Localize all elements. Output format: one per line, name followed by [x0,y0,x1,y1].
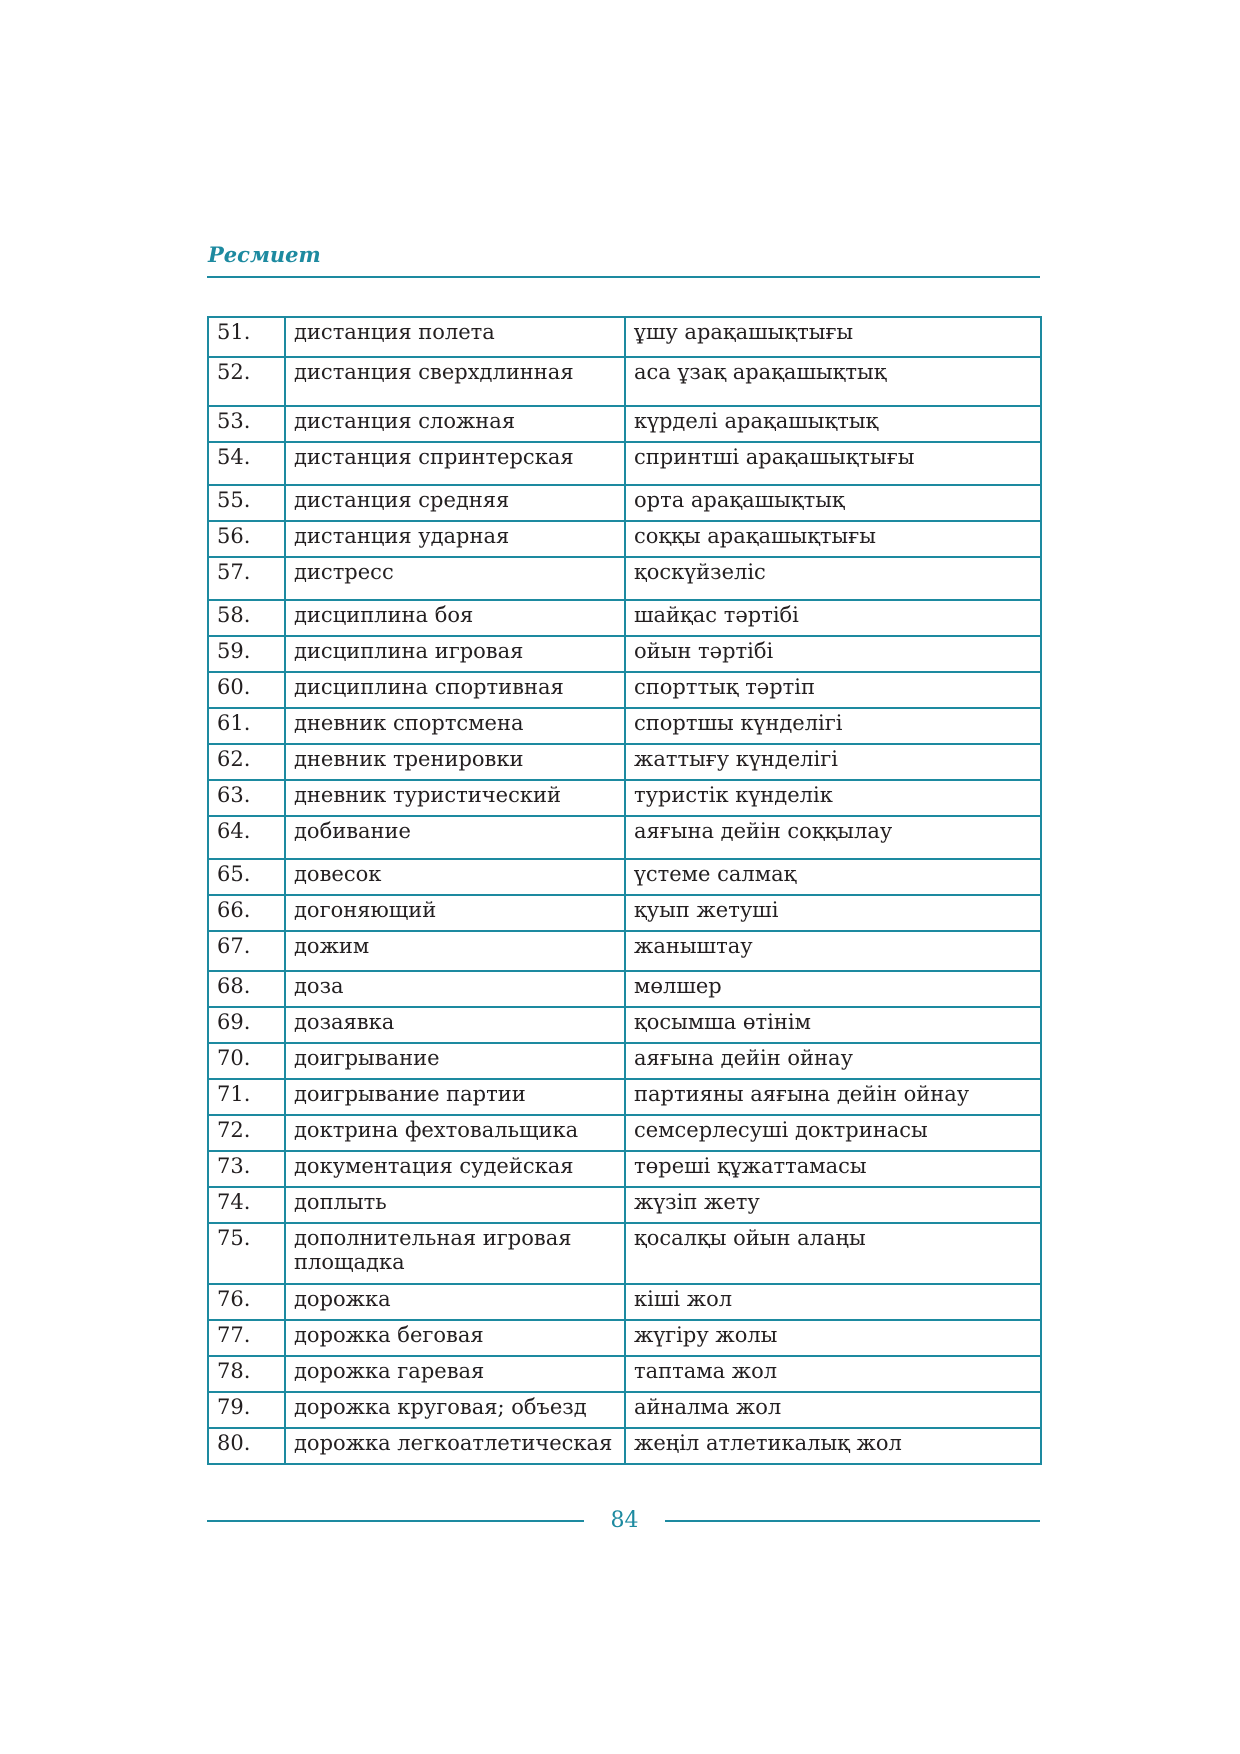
table-row [208,1079,1041,1115]
term-kazakh: қоскүйзеліс [625,557,1041,600]
term-kazakh: айналма жол [625,1392,1041,1428]
term-number: 79. [208,1392,285,1428]
term-russian: дорожка [285,1284,625,1320]
term-number: 71. [208,1079,285,1115]
table-row [208,406,1041,442]
term-number: 80. [208,1428,285,1464]
table-row [208,931,1041,971]
term-kazakh: шайқас тәртібі [625,600,1041,636]
term-russian: дневник тренировки [285,744,625,780]
table-row [208,1356,1041,1392]
term-russian: дорожка легкоатлетическая [285,1428,625,1464]
term-kazakh: жаттығу күнделігі [625,744,1041,780]
term-number: 64. [208,816,285,859]
term-number: 70. [208,1043,285,1079]
footer-divider-left [207,1520,584,1522]
term-kazakh: соққы арақашықтығы [625,521,1041,557]
term-kazakh: спортшы күнделігі [625,708,1041,744]
term-kazakh: жүгіру жолы [625,1320,1041,1356]
term-kazakh: аяғына дейін ойнау [625,1043,1041,1079]
term-number: 68. [208,971,285,1007]
table-row [208,780,1041,816]
term-kazakh: жүзіп жету [625,1187,1041,1223]
term-number: 53. [208,406,285,442]
term-kazakh: ойын тәртібі [625,636,1041,672]
term-kazakh: жаныштау [625,931,1041,971]
term-russian: доигрывание партии [285,1079,625,1115]
term-number: 77. [208,1320,285,1356]
page-number: 84 [610,1508,639,1533]
term-kazakh: қуып жетуші [625,895,1041,931]
term-number: 61. [208,708,285,744]
term-russian: довесок [285,859,625,895]
table-row [208,672,1041,708]
table-row [208,895,1041,931]
term-number: 72. [208,1115,285,1151]
term-kazakh: ұшу арақашықтығы [625,317,1041,357]
term-number: 56. [208,521,285,557]
term-kazakh: аса ұзақ арақашықтық [625,357,1041,406]
term-russian: дожим [285,931,625,971]
table-row [208,816,1041,859]
term-kazakh: спорттық тәртіп [625,672,1041,708]
term-number: 73. [208,1151,285,1187]
term-russian: дистанция сложная [285,406,625,442]
term-number: 54. [208,442,285,485]
term-kazakh: партияны аяғына дейін ойнау [625,1079,1041,1115]
table-row [208,485,1041,521]
term-kazakh: таптама жол [625,1356,1041,1392]
table-row [208,708,1041,744]
term-russian: документация судейская [285,1151,625,1187]
term-russian: дополнительная игровая площадка [285,1223,625,1284]
term-kazakh: семсерлесуші доктринасы [625,1115,1041,1151]
term-number: 74. [208,1187,285,1223]
term-russian: дистанция спринтерская [285,442,625,485]
term-russian: дозаявка [285,1007,625,1043]
table-row [208,1320,1041,1356]
running-header-title: Ресмиет [208,242,321,267]
term-kazakh: аяғына дейін соққылау [625,816,1041,859]
term-russian: дистанция сверхдлинная [285,357,625,406]
term-russian: доза [285,971,625,1007]
term-number: 67. [208,931,285,971]
table-row [208,1007,1041,1043]
term-russian: дисциплина игровая [285,636,625,672]
term-number: 55. [208,485,285,521]
table-row [208,1428,1041,1464]
term-russian: дисциплина спортивная [285,672,625,708]
glossary-table [207,316,1042,1465]
term-kazakh: мөлшер [625,971,1041,1007]
term-number: 65. [208,859,285,895]
table-row [208,859,1041,895]
glossary-table-body [208,317,1041,1464]
table-row [208,357,1041,406]
term-russian: доигрывание [285,1043,625,1079]
term-number: 76. [208,1284,285,1320]
header-divider [207,276,1040,278]
term-russian: дистанция полета [285,317,625,357]
term-kazakh: туристік күнделік [625,780,1041,816]
term-number: 51. [208,317,285,357]
table-row [208,442,1041,485]
term-kazakh: төреші құжаттамасы [625,1151,1041,1187]
footer-divider-right [665,1520,1040,1522]
term-russian: дистресс [285,557,625,600]
table-row [208,557,1041,600]
table-row [208,971,1041,1007]
table-row [208,1151,1041,1187]
table-row [208,1223,1041,1284]
term-kazakh: қосымша өтінім [625,1007,1041,1043]
table-row [208,1284,1041,1320]
term-number: 60. [208,672,285,708]
term-number: 58. [208,600,285,636]
table-row [208,1043,1041,1079]
term-russian: дистанция средняя [285,485,625,521]
term-number: 78. [208,1356,285,1392]
term-kazakh: үстеме салмақ [625,859,1041,895]
term-russian: доктрина фехтовальщика [285,1115,625,1151]
table-row [208,744,1041,780]
term-russian: добивание [285,816,625,859]
term-kazakh: қосалқы ойын алаңы [625,1223,1041,1284]
term-number: 57. [208,557,285,600]
term-russian: дистанция ударная [285,521,625,557]
term-russian: дневник спортсмена [285,708,625,744]
table-row [208,1187,1041,1223]
term-russian: дисциплина боя [285,600,625,636]
term-number: 75. [208,1223,285,1284]
term-number: 52. [208,357,285,406]
table-row [208,521,1041,557]
table-row [208,1115,1041,1151]
term-kazakh: орта арақашықтық [625,485,1041,521]
term-russian: дорожка беговая [285,1320,625,1356]
term-kazakh: күрделі арақашықтық [625,406,1041,442]
term-russian: дорожка гаревая [285,1356,625,1392]
term-number: 69. [208,1007,285,1043]
table-row [208,636,1041,672]
term-kazakh: спринтші арақашықтығы [625,442,1041,485]
table-row [208,317,1041,357]
table-row [208,600,1041,636]
term-number: 66. [208,895,285,931]
term-number: 62. [208,744,285,780]
term-russian: доплыть [285,1187,625,1223]
term-number: 59. [208,636,285,672]
term-kazakh: жеңіл атлетикалық жол [625,1428,1041,1464]
term-russian: дневник туристический [285,780,625,816]
term-russian: догоняющий [285,895,625,931]
term-number: 63. [208,780,285,816]
table-row [208,1392,1041,1428]
term-kazakh: кіші жол [625,1284,1041,1320]
term-russian: дорожка круговая; объезд [285,1392,625,1428]
